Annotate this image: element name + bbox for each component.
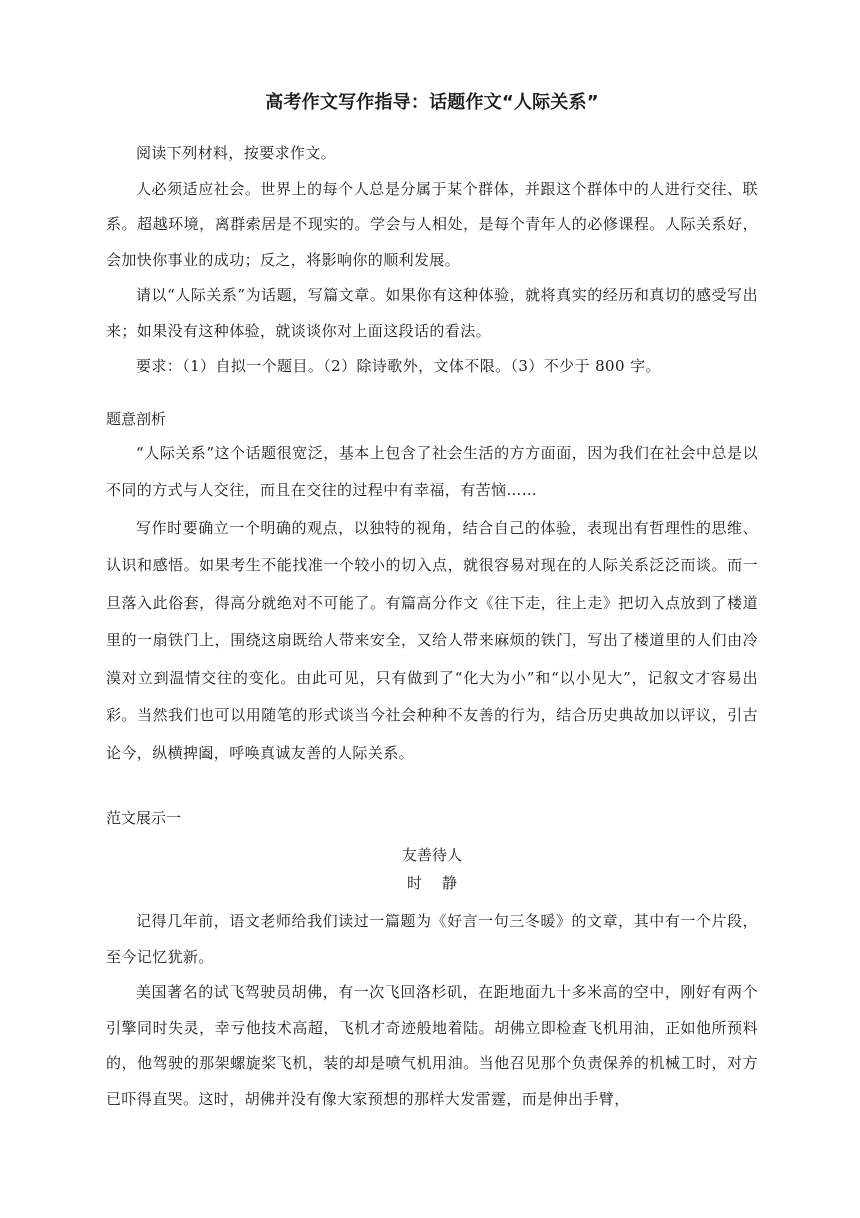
essay-author: 时静 bbox=[406, 874, 477, 892]
analysis-heading: 题意剖析 bbox=[106, 409, 167, 428]
material-intro: 阅读下列材料，按要求作文。 bbox=[136, 144, 337, 162]
analysis-paragraph: 写作时要确立一个明确的观点，以独特的视角，结合自己的体验，表现出有哲理性的思维、认识和感悟。如果考生不能找准一个较小的切入点，就很容易对现在的人际关系泛泛而谈。而一旦落入此俗套，得高分就绝对不可能了。有篇高分作文《往下走，往上走》把切入点放到了楼道里的一扇铁门上，围绕这扇既给人带来安全，又给人带来麻烦的铁门，写出了楼道里的人们由冷漠对立到温情交往的变化。由此可见，只有做到了“化大为小”和“以小见大”，记叙文才容易出彩。当然我们也可以用随笔的形式谈当今社会种种不友善的行为，结合历史典故加以评议，引古论今，纵横捭阖，呼唤真诚友善的人际关系。 bbox=[106, 518, 758, 762]
material-requirements: 要求：（1）自拟一个题目。（2）除诗歌外，文体不限。（3）不少于 800 字。 bbox=[136, 357, 661, 375]
sample-heading: 范文展示一 bbox=[106, 809, 182, 827]
document-title: 高考作文写作指导：话题作文“人际关系” bbox=[265, 92, 599, 113]
spacer bbox=[106, 772, 758, 802]
essay-title: 友善待人 bbox=[401, 846, 462, 864]
analysis-paragraph: “人际关系”这个话题很宽泛，基本上包含了社会生活的方方面面，因为我们在社会中总是以不同的方式与人交往，而且在交往的过程中有幸福，有苦恼…… bbox=[106, 443, 758, 499]
material-paragraph: 人必须适应社会。世界上的每个人总是分属于某个群体，并跟这个群体中的人进行交往、联系。超越环境，离群索居是不现实的。学会与人相处，是每个青年人的必修课程。人际关系好，会加快你事业的成功；反之，将影响你的顺利发展。 bbox=[106, 179, 758, 269]
document-page bbox=[106, 88, 758, 1117]
spacer bbox=[106, 385, 758, 403]
essay-paragraph: 记得几年前，语文老师给我们读过一篇题为《好言一句三冬暖》的文章，其中有一个片段，至今记忆犹新。 bbox=[106, 912, 758, 966]
material-prompt: 请以“人际关系”为话题，写篇文章。如果你有这种体验，就将真实的经历和真切的感受写出来；如果没有这种体验，就谈谈你对上面这段话的看法。 bbox=[106, 286, 758, 340]
essay-paragraph: 美国著名的试飞驾驶员胡佛，有一次飞回洛杉矶，在距地面九十多米高的空中，刚好有两个引擎同时失灵，幸亏他技术高超，飞机才奇迹般地着陆。胡佛立即检查飞机用油，正如他所预料的，他驾驶的那架螺旋桨飞机，装的却是喷气机用油。当他召见那个负责保养的机械工时，对方已吓得直哭。这时，胡佛并没有像大家预想的那样大发雷霆，而是伸出手臂， bbox=[106, 983, 758, 1108]
